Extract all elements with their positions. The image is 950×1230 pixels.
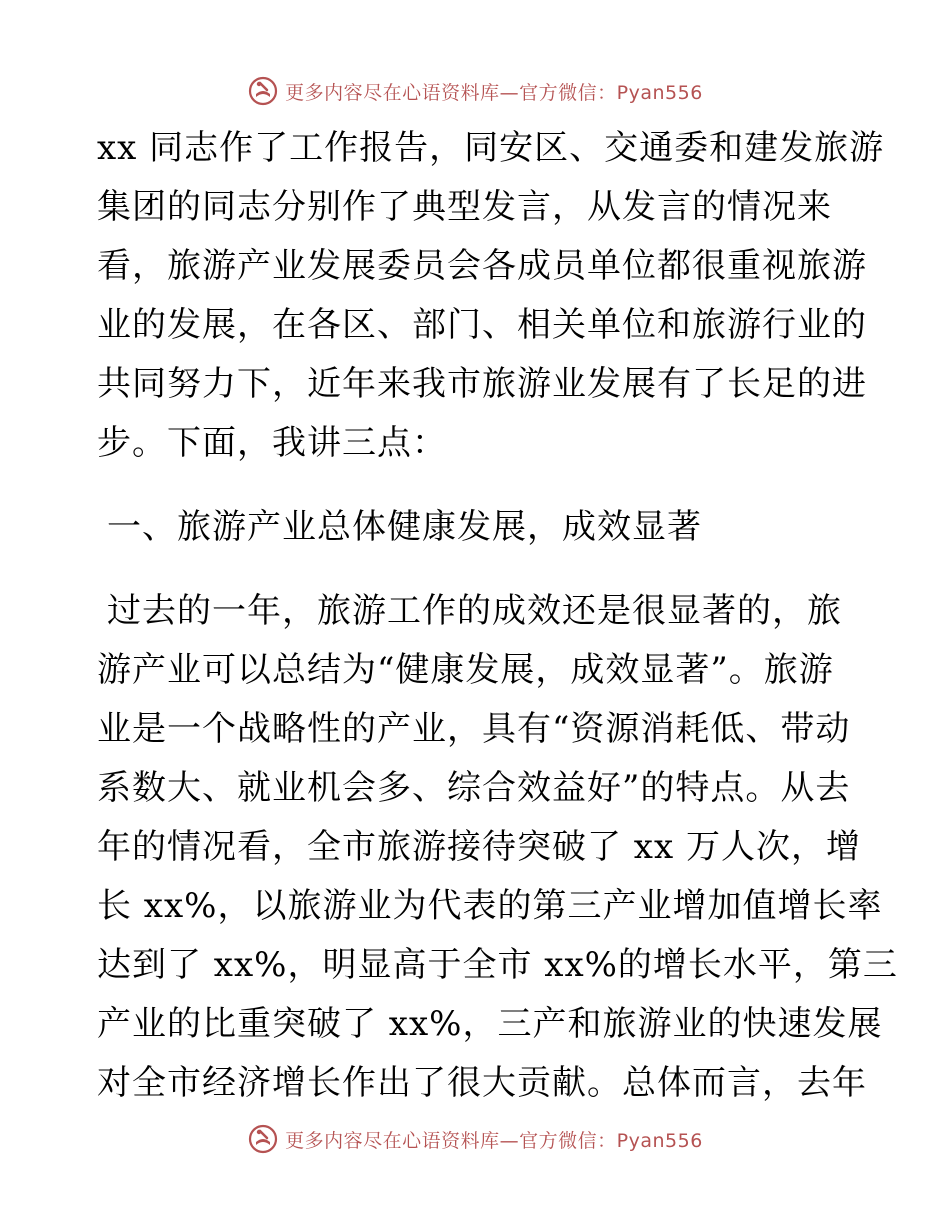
book-logo-icon [247, 75, 279, 107]
text-line: 对全市经济增长作出了很大贡献。总体而言，去年 [97, 1063, 867, 1103]
text-line: 年的情况看，全市旅游接待突破了 xx 万人次，增 [97, 827, 861, 867]
text-line: 过去的一年，旅游工作的成效还是很显著的，旅 [107, 591, 842, 631]
text-line: 产业的比重突破了 xx%，三产和旅游业的快速发展 [97, 1004, 883, 1044]
text-line: 长 xx%，以旅游业为代表的第三产业增加值增长率 [97, 886, 883, 926]
text-line: 步。下面，我讲三点： [97, 423, 447, 463]
text-line: 共同努力下，近年来我市旅游业发展有了长足的进 [97, 364, 867, 404]
paragraph-1 [97, 119, 885, 473]
text-line: 达到了 xx%，明显高于全市 xx%的增长水平，第三 [97, 945, 898, 985]
book-logo-icon [247, 1123, 279, 1155]
text-line: xx 同志作了工作报告，同安区、交通委和建发旅游 [97, 128, 885, 168]
document-body [97, 119, 898, 1113]
text-line: 业是一个战略性的产业，具有“资源消耗低、带动 [97, 709, 851, 749]
text-line: 系数大、就业机会多、综合效益好”的特点。从去 [97, 768, 851, 808]
section-heading: 一、旅游产业总体健康发展，成效显著 [107, 507, 702, 547]
text-line: 集团的同志分别作了典型发言，从发言的情况来 [97, 187, 832, 227]
text-line: 游产业可以总结为“健康发展，成效显著”。旅游 [97, 650, 834, 690]
watermark-text: 更多内容尽在心语资料库—官方微信：Pyan556 [285, 81, 703, 104]
header-watermark [0, 71, 950, 111]
footer-watermark [0, 1119, 950, 1159]
paragraph-2 [97, 582, 898, 1113]
text-line: 看，旅游产业发展委员会各成员单位都很重视旅游 [97, 246, 867, 286]
watermark-text: 更多内容尽在心语资料库—官方微信：Pyan556 [285, 1129, 703, 1152]
text-line: 业的发展，在各区、部门、相关单位和旅游行业的 [97, 305, 867, 345]
